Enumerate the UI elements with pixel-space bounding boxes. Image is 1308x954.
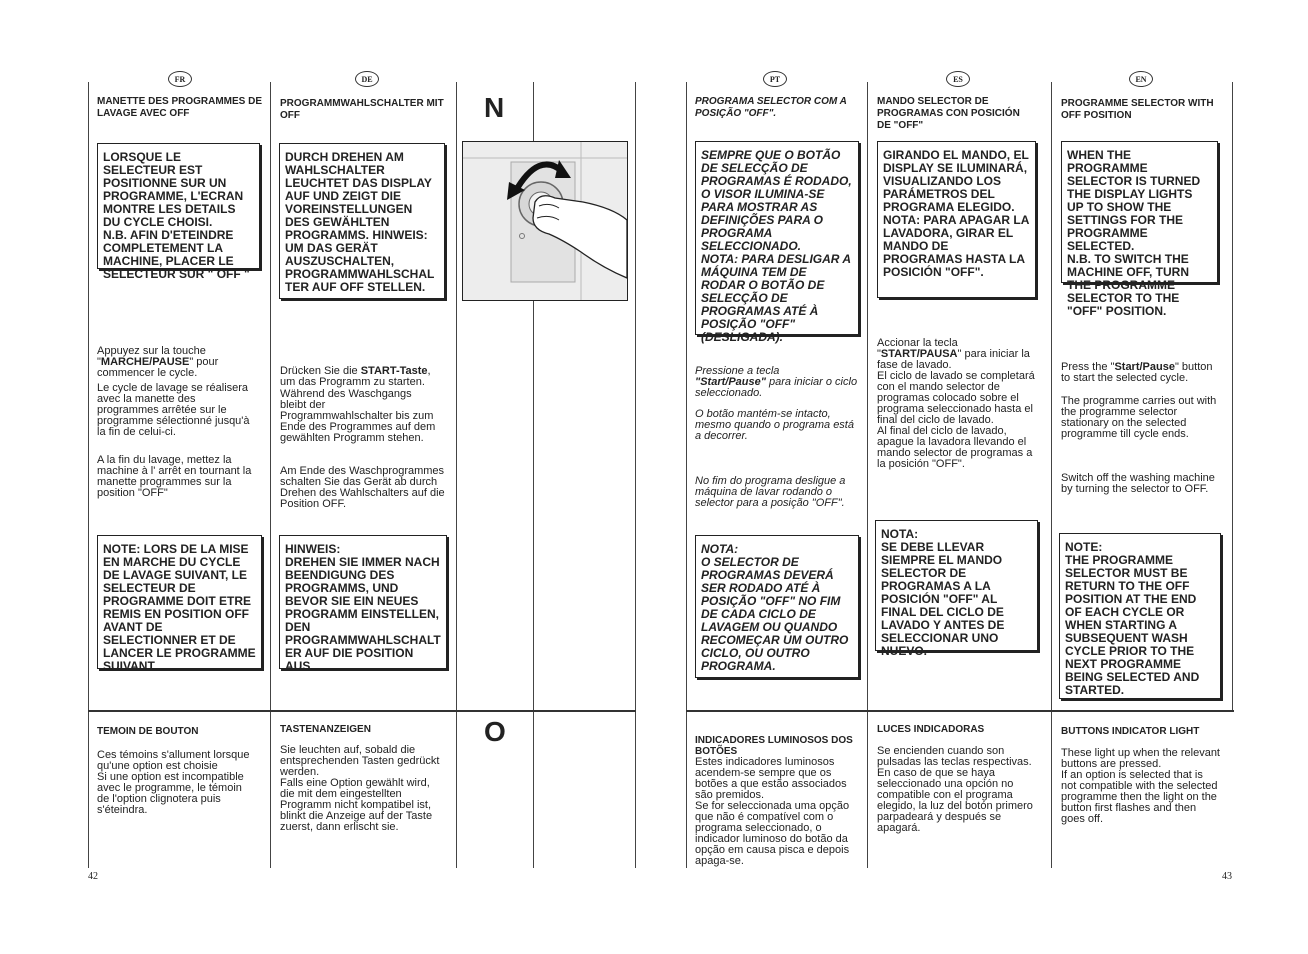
en-end-text: Switch off the washing machine by turning the selector to OFF.: [1061, 472, 1215, 495]
fr-section-title: MANETTE DES PROGRAMMES DE LAVAGE AVEC OFF: [97, 96, 263, 119]
es-note-box: NOTA: SE DEBE LLEVAR SIEMPRE EL MANDO SELECTOR DE PROGRAMAS A LA POSICIÓN "OFF" AL FINAL DEL CICLO DE LAVADO Y ANTES DE SELECCIONAR UNO NUEVO.: [875, 520, 1038, 651]
es-start-text: Accionar la tecla "START/PAUSA" para iniciar la fase de lavado.: [877, 337, 1030, 371]
de-indicator-title: TASTENANZEIGEN: [280, 724, 371, 735]
pt-note-box: NOTA: O SELECTOR DE PROGRAMAS DEVERÁ SER RODADO ATÉ À POSIÇÃO "OFF" NO FIM DE CADA CICLO DE LAVAGEM OU QUANDO RECOMEÇAR UM OUTRO CICLO, OU OUTRO PROGRAMA.: [695, 535, 859, 678]
es-section-title: MANDO SELECTOR DE PROGRAMAS CON POSICIÓN DE "OFF": [877, 96, 1020, 131]
language-badge-es: ES: [946, 71, 970, 87]
language-badge-fr: FR: [168, 71, 192, 87]
language-badge-de: DE: [355, 71, 379, 87]
section-letter-n: N: [484, 92, 505, 123]
pt-indicator-block: [695, 724, 860, 867]
column-divider: [686, 82, 687, 868]
fr-end-text: A la fin du lavage, mettez la machine à l' arrêt en tournant la manette programmes sur la position "OFF": [97, 454, 252, 499]
section-letter-o: O: [484, 716, 506, 747]
pt-cycle-text: O botão mantém-se intacto, mesmo quando o programa está a decorrer.: [695, 408, 854, 442]
de-end-text: Am Ende des Waschprogrammes schalten Sie das Gerät ab durch Drehen des Wahlschalters auf die Position OFF.: [280, 465, 445, 510]
en-indicator-text: These light up when the relevant buttons are pressed. If an option is selected that is not compatible with the selected programme then the light on the button first flashes and then goes off.: [1061, 747, 1220, 825]
column-divider: [456, 82, 457, 868]
column-divider: [88, 82, 89, 868]
fr-indicator-text: Ces témoins s'allument lorsque qu'une option est choisie Si une option est incompatible avec le programme, le témoin de l'option clignotera puis s'éteindra.: [97, 749, 250, 816]
pt-info-box: SEMPRE QUE O BOTÃO DE SELECÇÃO DE PROGRAMAS É RODADO, O VISOR ILUMINA-SE PARA MOSTRAR AS DEFINIÇÕES PARA O PROGRAMA SELECCIONADO. NOTA: PARA DESLIGAR A MÁQUINA TEM DE RODAR O BOTÃO DE SELECÇÃO DE PROGRAMAS ATÉ À POSIÇÃO "OFF" (DESLIGADA).: [695, 141, 859, 335]
pt-indicator-text: Estes indicadores luminosos acendem-se sempre que os botões a que estão associados são premidos. Se for seleccionada uma opção que não é compatível com o programa seleccionado, o indicador luminoso do botão da opção em causa pisca e depois apaga-se.: [695, 756, 850, 867]
pt-end-text: No fim do programa desligue a máquina de lavar rodando o selector para a posição "OFF".: [695, 475, 846, 509]
de-section-title: PROGRAMMWAHLSCHALTER MIT OFF: [280, 98, 444, 121]
column-divider: [635, 82, 636, 868]
en-section-title: PROGRAMME SELECTOR WITH OFF POSITION: [1061, 98, 1214, 121]
page-number-left: 42: [88, 871, 98, 882]
fr-info-box: LORSQUE LE SELECTEUR EST POSITIONNE SUR UN PROGRAMME, L'ECRAN MONTRE LES DETAILS DU CYCLE CHOISI. N.B. AFIN D'ETEINDRE COMPLETEMENT LA MACHINE, PLACER LE SELECTEUR SUR " OFF ": [97, 143, 260, 269]
selector-illustration: [462, 141, 628, 301]
en-cycle-text: The programme carries out with the programme selector stationary on the selected programme till cycle ends.: [1061, 395, 1217, 440]
language-badge-pt: PT: [763, 71, 787, 87]
pt-indicator-title: INDICADORES LUMINOSOS DOS BOTÕES: [695, 735, 853, 757]
de-note-box: HINWEIS: DREHEN SIE IMMER NACH BEENDIGUNG DES PROGRAMMS, UND BEVOR SIE EIN NEUES PROGRAMM EINSTELLEN, DEN PROGRAMMWAHLSCHALT ER AUF DIE POSITION AUS.: [279, 535, 447, 669]
section-divider: [88, 710, 636, 712]
de-info-box: DURCH DREHEN AM WAHLSCHALTER LEUCHTET DAS DISPLAY AUF UND ZEIGT DIE VOREINSTELLUNGEN DES GEWÄHLTEN PROGRAMMS. HINWEIS: UM DAS GERÄT AUSZUSCHALTEN, PROGRAMMWAHLSCHAL TER AUF OFF STELLEN.: [279, 143, 445, 299]
fr-start-text: Appuyez sur la touche "MARCHE/PAUSE" pour commencer le cycle.: [97, 345, 219, 379]
column-divider: [867, 82, 868, 868]
es-indicator-title: LUCES INDICADORAS: [877, 724, 985, 735]
page-number-right: 43: [1222, 871, 1232, 882]
column-divider: [1232, 82, 1233, 712]
fr-note-box: NOTE: LORS DE LA MISE EN MARCHE DU CYCLE DE LAVAGE SUIVANT, LE SELECTEUR DE PROGRAMME DOIT ETRE REMIS EN POSITION OFF AVANT DE SELECTIONNER ET DE LANCER LE PROGRAMME SUIVANT.: [97, 535, 262, 669]
es-info-box: GIRANDO EL MANDO, EL DISPLAY SE ILUMINARÁ, VISUALIZANDO LOS PARÁMETROS DEL PROGRAMA ELEGIDO. NOTA: PARA APAGAR LA LAVADORA, GIRAR EL MANDO DE PROGRAMAS HASTA LA POSICIÓN "OFF".: [877, 141, 1036, 298]
pt-start-text: Pressione a tecla "Start/Pause" para iniciar o ciclo seleccionado.: [695, 365, 858, 399]
column-divider: [1051, 82, 1052, 868]
fr-cycle-text: Le cycle de lavage se réalisera avec la manette des programmes arrêtée sur le programme sélectionné jusqu'à la fin de celui-ci.: [97, 382, 250, 438]
language-badge-en: EN: [1129, 71, 1153, 87]
es-cycle-text: El ciclo de lavado se completará con el mando selector de programas colocado sobre el programa seleccionado hasta el final del ciclo de lavado. Al final del ciclo de lavado, apague la lavadora llevando el mando selector de programas a la posición "OFF".: [877, 370, 1035, 470]
en-info-box: WHEN THE PROGRAMME SELECTOR IS TURNED THE DISPLAY LIGHTS UP TO SHOW THE SETTINGS FOR THE PROGRAMME SELECTED. N.B. TO SWITCH THE MACHINE OFF, TURN THE PROGRAMME SELECTOR TO THE "OFF" POSITION.: [1061, 141, 1218, 283]
fr-indicator-title: TEMOIN DE BOUTON: [97, 726, 199, 737]
en-start-text: Press the "Start/Pause" button to start the selected cycle.: [1061, 361, 1213, 384]
es-indicator-text: Se encienden cuando son pulsadas las teclas respectivas. En caso de que se haya seleccionado una opción no compatible con el programa elegido, la luz del botón primero parpadeará y después se apagará.: [877, 745, 1033, 834]
de-start-text: Drücken Sie die START-Taste, um das Programm zu starten.: [280, 365, 431, 388]
de-indicator-text: Sie leuchten auf, sobald die entsprechenden Tasten gedrückt werden. Falls eine Option gewählt wird, die mit dem eingestellten Programm nicht kompatibel ist, blinkt die Anzeige auf der Taste zuerst, dann erlischt sie.: [280, 744, 440, 833]
en-note-box: NOTE: THE PROGRAMME SELECTOR MUST BE RETURN TO THE OFF POSITION AT THE END OF EACH CYCLE OR WHEN STARTING A SUBSEQUENT WASH CYCLE PRIOR TO THE NEXT PROGRAMME BEING SELECTED AND STARTED.: [1059, 533, 1221, 699]
pt-section-title: PROGRAMA SELECTOR COM A POSIÇÃO "OFF".: [695, 96, 847, 119]
column-divider: [270, 82, 271, 868]
section-divider: [686, 710, 1234, 712]
en-indicator-title: BUTTONS INDICATOR LIGHT: [1061, 726, 1200, 737]
de-cycle-text: Während des Waschgangs bleibt der Programmwahlschalter bis zum Ende des Programmes auf dem gewählten Programm stehen.: [280, 388, 436, 444]
